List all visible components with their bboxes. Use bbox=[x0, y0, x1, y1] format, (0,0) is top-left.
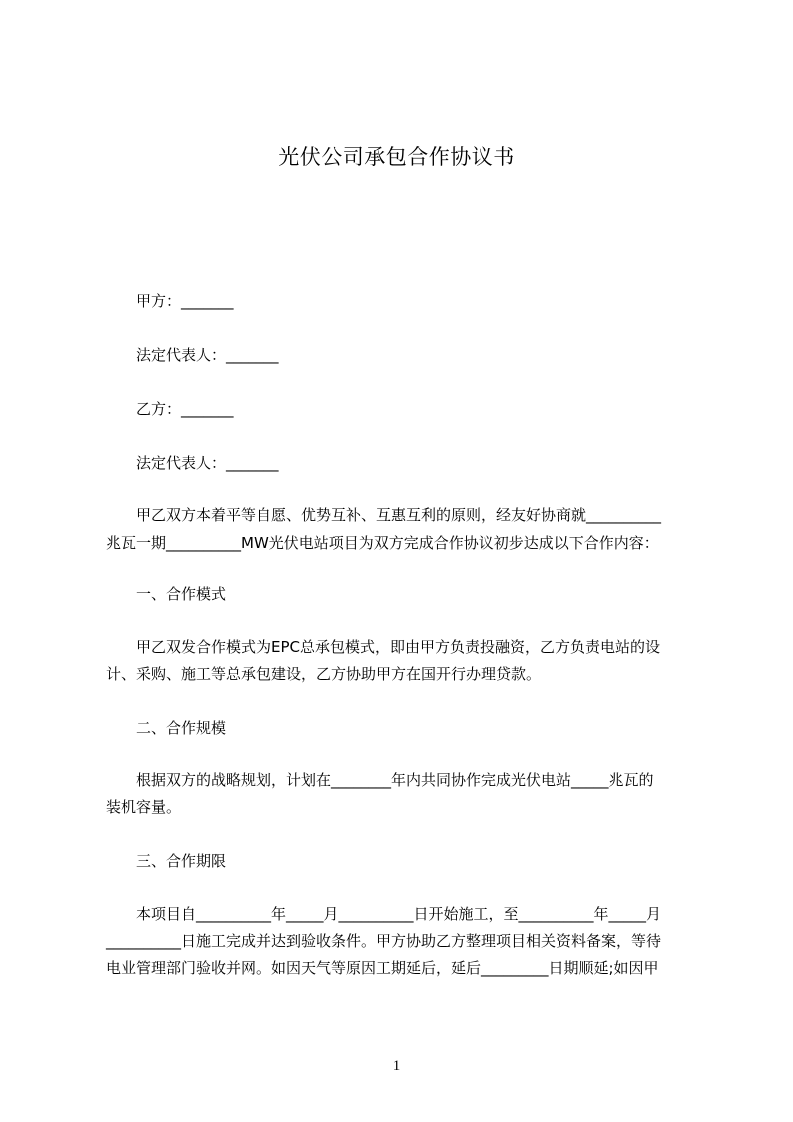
section-1-heading: 一、合作模式 bbox=[136, 585, 227, 603]
section-2-heading: 二、合作规模 bbox=[136, 719, 227, 737]
section-3-paragraph-line-1: 本项目自__________年_____月__________日开始施工，至__________年_____月 bbox=[106, 905, 662, 923]
section-3-paragraph-line-3: 电业管理部门验收并网。如因天气等原因工期延后，延后_________日期顺延;如因甲 bbox=[106, 959, 659, 977]
party-b-representative-line: 法定代表人：_______ bbox=[136, 454, 279, 472]
party-a-line: 甲方：_______ bbox=[136, 292, 234, 310]
party-a-representative-line: 法定代表人：_______ bbox=[136, 346, 279, 364]
party-b-line: 乙方：_______ bbox=[136, 400, 234, 418]
intro-paragraph-line-1: 甲乙双方本着平等自愿、优势互补、互惠互利的原则，经友好协商就__________ bbox=[106, 506, 662, 524]
section-3-heading: 三、合作期限 bbox=[136, 852, 227, 870]
document-title: 光伏公司承包合作协议书 bbox=[278, 145, 515, 169]
section-3-paragraph-line-2: __________日施工完成并达到验收条件。甲方协助乙方整理项目相关资料备案，等待 bbox=[106, 932, 662, 950]
section-2-paragraph-line-2: 装机容量。 bbox=[106, 798, 182, 816]
section-1-paragraph-line-2: 计、采购、施工等总承包建设，乙方协助甲方在国开行办理贷款。 bbox=[106, 665, 542, 683]
intro-paragraph-line-2: 兆瓦一期__________MW光伏电站项目为双方完成合作协议初步达成以下合作内容： bbox=[106, 534, 659, 552]
page-number: 1 bbox=[392, 1058, 401, 1074]
section-2-paragraph-line-1: 根据双方的战略规划，计划在________年内共同协作完成光伏电站_____兆瓦的 bbox=[106, 771, 654, 789]
section-1-paragraph-line-1: 甲乙双发合作模式为EPC总承包模式，即由甲方负责投融资，乙方负责电站的设 bbox=[106, 638, 661, 656]
